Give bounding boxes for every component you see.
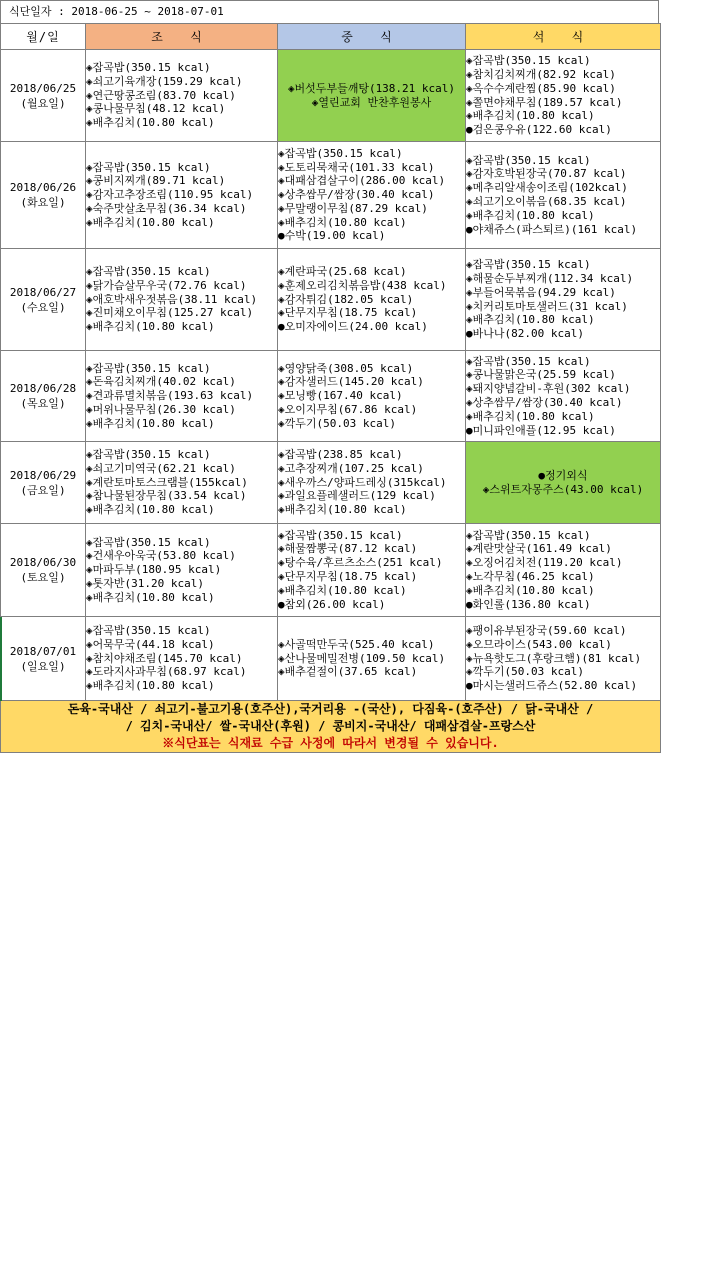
breakfast-cell <box>86 442 278 524</box>
day-row <box>1 442 661 524</box>
menu-item: ◈배추김치(10.80 kcal) <box>86 503 215 517</box>
date-cell <box>1 442 86 524</box>
menu-item: ◈콩나물무침(48.12 kcal) <box>86 102 226 116</box>
weekly-menu-table <box>0 23 661 753</box>
menu-item: ◈쇠고기육개장(159.29 kcal) <box>86 74 243 88</box>
menu-item: ◈참나물된장무침(33.54 kcal) <box>86 489 247 503</box>
menu-item: ●화인롤(136.80 kcal) <box>466 597 591 611</box>
menu-item: ◈영양닭죽(308.05 kcal) <box>278 361 414 375</box>
menu-item: ◈오징어김치전(119.20 kcal) <box>466 556 623 570</box>
menu-item: ◈배추김치(10.80 kcal) <box>466 208 595 222</box>
weekday-text: (화요일) <box>20 196 66 209</box>
date-text: 2018/06/28 <box>9 382 77 395</box>
menu-item: ◈배추겉절이(37.65 kcal) <box>278 665 418 679</box>
lunch-cell <box>278 617 466 701</box>
menu-item: ●바나나(82.00 kcal) <box>466 327 584 341</box>
menu-item: ◈부들어묵볶음(94.29 kcal) <box>466 285 616 299</box>
menu-item: ◈배추김치(10.80 kcal) <box>278 583 407 597</box>
menu-item: ◈무말랭이무침(87.29 kcal) <box>278 201 428 215</box>
menu-item: ◈상추쌈무/쌈장(30.40 kcal) <box>466 396 623 409</box>
breakfast-cell <box>86 524 278 617</box>
weekday-text: (수요일) <box>20 300 66 314</box>
date-cell <box>1 351 86 442</box>
weekday-text: (월요일) <box>20 96 66 110</box>
menu-item: ●오미자에이드(24.00 kcal) <box>278 320 428 334</box>
date-cell <box>1 50 86 142</box>
day-row <box>1 142 661 249</box>
menu-item: ◈배추김치(10.80 kcal) <box>86 416 215 430</box>
menu-item: ◈깍두기(50.03 kcal) <box>278 416 396 430</box>
menu-item: ◈잡곡밥(238.85 kcal) <box>278 448 403 461</box>
menu-item: ●수박(19.00 kcal) <box>278 229 386 243</box>
menu-item: ●참외(26.00 kcal) <box>278 597 386 611</box>
lunch-cell <box>278 351 466 442</box>
menu-item: ◈메추리알새송이조림(102kcal) <box>466 181 628 195</box>
menu-item: ◈쇠고기미역국(62.21 kcal) <box>86 461 236 475</box>
menu-item: ◈돼지양념갈비-후원(302 kcal) <box>466 382 631 396</box>
menu-item: ◈콩나물맑은국(25.59 kcal) <box>466 368 616 382</box>
menu-item: ◈배추김치(10.80 kcal) <box>466 109 595 123</box>
menu-item: ●야채쥬스(파스퇴르)(161 kcal) <box>466 222 638 236</box>
lunch-cell <box>278 50 466 142</box>
weekday-text: (토요일) <box>20 571 66 584</box>
menu-item: ◈참치야채조림(145.70 kcal) <box>86 651 243 665</box>
dinner-cell <box>466 351 661 442</box>
menu-item: ◈잡곡밥(350.15 kcal) <box>278 146 403 160</box>
menu-item: ◈쫄면야채무침(189.57 kcal) <box>466 95 623 109</box>
menu-item: ◈계란토마토스크램블(155kcal) <box>86 475 248 489</box>
menu-item: ◈도라지사과무침(68.97 kcal) <box>86 665 247 679</box>
origin-line-1: 돈육-국내산 / 쇠고기-불고기용(호주산),국거리용 -(국산), 다짐육-(호주산) / 닭-국내산 / <box>67 702 594 716</box>
origin-line-2: / 김치-국내산/ 쌀-국내산(후원) / 콩비지-국내산/ 대패삼겹살-프랑스산 <box>125 719 536 733</box>
breakfast-cell <box>86 142 278 249</box>
breakfast-cell <box>86 351 278 442</box>
menu-item: ◈계란맛살국(161.49 kcal) <box>466 542 612 556</box>
menu-item: ◈스위트자몽주스(43.00 kcal) <box>482 482 644 496</box>
day-row <box>1 50 661 142</box>
dinner-cell <box>466 442 661 524</box>
menu-item: ◈참치김치찌개(82.92 kcal) <box>466 67 616 81</box>
weekday-text: (금요일) <box>20 483 66 497</box>
weekday-text: (일요일) <box>20 659 66 673</box>
menu-item: ◈깍두기(50.03 kcal) <box>466 665 584 679</box>
menu-item: ◈옥수수계란찜(85.90 kcal) <box>466 81 616 95</box>
header-lunch: 중 식 <box>278 24 466 50</box>
menu-item: ◈잡곡밥(350.15 kcal) <box>86 448 211 461</box>
menu-item: ◈팽이유부된장국(59.60 kcal) <box>466 624 627 637</box>
menu-item: ◈대패삼겹살구이(286.00 kcal) <box>278 174 446 188</box>
menu-item: ◈모닝빵(167.40 kcal) <box>278 389 403 403</box>
menu-item: ◈애호박새우젓볶음(38.11 kcal) <box>86 292 258 306</box>
breakfast-cell <box>86 617 278 701</box>
menu-item: ◈배추김치(10.80 kcal) <box>466 313 595 327</box>
menu-item: ◈감자호박된장국(70.87 kcal) <box>466 167 627 181</box>
menu-item: ◈오므라이스(543.00 kcal) <box>466 637 612 651</box>
menu-item: ◈잡곡밥(350.15 kcal) <box>86 160 211 174</box>
breakfast-cell <box>86 249 278 351</box>
menu-item: ◈마파두부(180.95 kcal) <box>86 563 222 577</box>
menu-item: ◈머위나물무침(26.30 kcal) <box>86 402 236 416</box>
menu-item: ◈배추김치(10.80 kcal) <box>278 503 407 517</box>
date-text: 2018/06/26 <box>9 181 77 194</box>
menu-item: ◈단무지무침(18.75 kcal) <box>278 570 418 583</box>
menu-item: ◈배추김치(10.80 kcal) <box>86 116 215 130</box>
menu-item: ◈배추김치(10.80 kcal) <box>86 215 215 229</box>
menu-item: ◈새우까스/양파드레싱(315kcal) <box>278 475 447 489</box>
menu-item: ◈잡곡밥(350.15 kcal) <box>466 354 591 368</box>
date-text: 2018/06/30 <box>9 556 77 569</box>
menu-item: ◈탕수육/후르츠소스(251 kcal) <box>278 556 443 570</box>
menu-item: ◈과일요플레샐러드(129 kcal) <box>278 489 436 503</box>
dinner-cell <box>466 617 661 701</box>
menu-item: ◈감자고추장조림(110.95 kcal) <box>86 188 254 202</box>
menu-item: ◈배추김치(10.80 kcal) <box>86 679 215 693</box>
date-text: 2018/06/29 <box>9 468 77 482</box>
menu-item: ◈숙주맛살초무침(36.34 kcal) <box>86 201 247 215</box>
period-bar <box>0 0 659 23</box>
day-row <box>1 617 661 701</box>
date-cell <box>1 249 86 351</box>
selection-marker <box>0 617 2 701</box>
menu-item: ◈도토리묵채국(101.33 kcal) <box>278 160 435 174</box>
menu-item: ◈배추김치(10.80 kcal) <box>278 215 407 229</box>
menu-item: ◈감자샐러드(145.20 kcal) <box>278 375 424 389</box>
change-notice: ※식단표는 식재료 수급 사정에 따라서 변경될 수 있습니다. <box>162 736 499 750</box>
date-cell <box>1 142 86 249</box>
menu-item: ●정기외식 <box>538 468 588 482</box>
dinner-cell <box>466 524 661 617</box>
menu-item: ◈열린교회 반찬후원봉사 <box>311 95 432 109</box>
menu-item: ●검은콩우유(122.60 kcal) <box>466 123 612 137</box>
lunch-cell <box>278 442 466 524</box>
menu-item: ◈잡곡밥(350.15 kcal) <box>86 624 211 637</box>
menu-item: ◈잡곡밥(350.15 kcal) <box>86 61 211 74</box>
lunch-cell <box>278 142 466 249</box>
header-dinner: 석 식 <box>466 24 661 50</box>
date-cell <box>1 524 86 617</box>
menu-item: ◈연근땅콩조림(83.70 kcal) <box>86 88 236 102</box>
menu-item: ●미니파인애플(12.95 kcal) <box>466 423 616 437</box>
day-row <box>1 249 661 351</box>
footer-row <box>1 701 661 753</box>
breakfast-cell <box>86 50 278 142</box>
menu-item: ◈잡곡밥(350.15 kcal) <box>466 153 591 167</box>
menu-item: ◈어묵무국(44.18 kcal) <box>86 637 215 651</box>
date-cell <box>1 617 86 701</box>
menu-item: ◈배추김치(10.80 kcal) <box>86 590 215 604</box>
menu-item: ◈치커리토마토샐러드(31 kcal) <box>466 299 628 313</box>
lunch-cell <box>278 249 466 351</box>
menu-item: ◈잡곡밥(350.15 kcal) <box>86 535 211 549</box>
menu-item: ◈잡곡밥(350.15 kcal) <box>278 528 403 542</box>
menu-item: ◈계란파국(25.68 kcal) <box>278 265 407 278</box>
origin-footer <box>1 701 661 753</box>
menu-item: ◈단무지무침(18.75 kcal) <box>278 306 418 320</box>
header-breakfast: 조 식 <box>86 24 278 50</box>
menu-item: ◈잡곡밥(350.15 kcal) <box>86 265 211 278</box>
date-text: 2018/07/01 <box>9 644 77 658</box>
menu-item: ◈잡곡밥(350.15 kcal) <box>466 528 591 542</box>
menu-item: ◈콩비지찌개(89.71 kcal) <box>86 174 226 188</box>
menu-item: ◈돈육김치찌개(40.02 kcal) <box>86 375 236 389</box>
menu-item: ◈오이지무침(67.86 kcal) <box>278 402 418 416</box>
menu-item: ◈훈제오리김치볶음밥(438 kcal) <box>278 278 447 292</box>
menu-item: ◈쇠고기오이볶음(68.35 kcal) <box>466 195 627 208</box>
menu-item: ◈건새우아욱국(53.80 kcal) <box>86 549 236 563</box>
dinner-cell <box>466 249 661 351</box>
date-text: 2018/06/27 <box>9 285 77 299</box>
header-row <box>1 24 661 50</box>
menu-item: ◈잡곡밥(350.15 kcal) <box>466 258 591 272</box>
day-row <box>1 351 661 442</box>
lunch-cell <box>278 524 466 617</box>
date-text: 2018/06/25 <box>9 81 77 95</box>
menu-item: ◈사골떡만두국(525.40 kcal) <box>278 637 435 651</box>
menu-item: ◈견과류멸치볶음(193.63 kcal) <box>86 389 254 403</box>
menu-item: ◈뉴욕핫도그(후랑크햄)(81 kcal) <box>466 651 642 665</box>
dinner-cell <box>466 142 661 249</box>
menu-item: ◈배추김치(10.80 kcal) <box>466 583 595 597</box>
menu-item: ◈해물짬뽕국(87.12 kcal) <box>278 542 418 556</box>
weekday-text: (목요일) <box>20 397 66 410</box>
menu-item: ◈진미채오이무침(125.27 kcal) <box>86 306 254 320</box>
menu-item: ◈배추김치(10.80 kcal) <box>466 409 595 423</box>
menu-body <box>1 50 661 701</box>
menu-item: ◈버섯두부들깨탕(138.21 kcal) <box>287 81 456 95</box>
header-date: 월/일 <box>1 24 86 50</box>
menu-item: ◈톳자반(31.20 kcal) <box>86 576 204 590</box>
menu-item: ◈산나물메밀전병(109.50 kcal) <box>278 651 446 665</box>
menu-item: ◈감자튀김(182.05 kcal) <box>278 292 414 306</box>
menu-item: ◈상추쌈무/쌈장(30.40 kcal) <box>278 188 435 202</box>
day-row <box>1 524 661 617</box>
menu-item: ◈해물순두부찌개(112.34 kcal) <box>466 271 634 285</box>
menu-item: ◈배추김치(10.80 kcal) <box>86 320 215 334</box>
menu-item: ●마시는샐러드쥬스(52.80 kcal) <box>466 679 638 693</box>
menu-item: ◈노각무침(46.25 kcal) <box>466 570 595 583</box>
dinner-cell <box>466 50 661 142</box>
menu-item: ◈고추장찌개(107.25 kcal) <box>278 461 424 475</box>
period-text: 식단일자 : 2018-06-25 ~ 2018-07-01 <box>9 5 224 18</box>
menu-item: ◈닭가슴살무우국(72.76 kcal) <box>86 278 247 292</box>
menu-item: ◈잡곡밥(350.15 kcal) <box>86 361 211 375</box>
menu-item: ◈잡곡밥(350.15 kcal) <box>466 54 591 68</box>
